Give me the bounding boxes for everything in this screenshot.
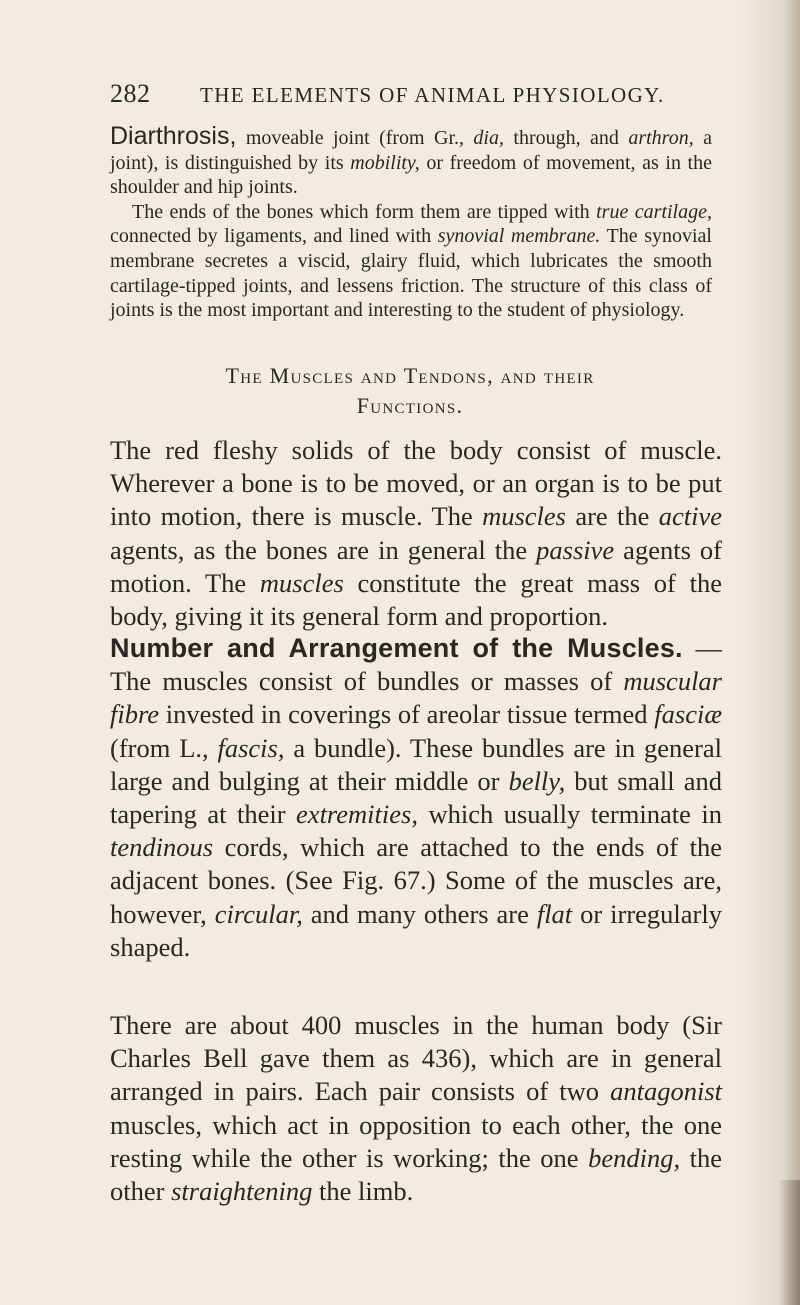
paragraph-diarthrosis: Diarthrosis, moveable joint (from Gr., dia, through, and arthron, a joint), is distinguished by its mobility, or freedom of movement, as in the shoulder and hip joints. The ends of the bones which form them are tipped with true cartilage, connected by ligaments, and lined with synovial membrane. The synovial membrane secretes a viscid, glairy fluid, which lubricates the smooth cartilage-tipped joints, and lessens friction. The structure of this class of joints is the most important and interesting to the student of physiology. (110, 122, 712, 322)
paragraph-400-muscles: There are about 400 muscles in the human body (Sir Charles Bell gave them as 436), which are in general arranged in pairs. Each pair consists of two antagonist muscles, which act in opposition to each other, the one resting while the other is working; the one bending, the other straightening the limb. (110, 1010, 723, 1207)
running-title: THE ELEMENTS OF ANIMAL PHYSIOLOGY. (200, 83, 665, 107)
section-heading-line2: Functions. (356, 393, 464, 418)
page-header (110, 79, 710, 115)
page-edge-shadow (740, 0, 800, 1305)
page-number: 282 (110, 79, 151, 108)
section-heading-line1: The Muscles and Tendons, and their (225, 363, 595, 388)
page-edge-dark (778, 1180, 800, 1305)
paragraph-number-arrangement: Number and Arrangement of the Muscles. —The muscles consist of bundles or masses of muscular fibre invested in coverings of areolar tissue termed fasciæ (from L., fascis, a bundle). These bundles are in general large and bulging at their middle or belly, but small and tapering at their extremities, which usually terminate in tendinous cords, which are attached to the ends of the adjacent bones. (See Fig. 67.) Some of the muscles are, however, circular, and many others are flat or irregularly shaped. (110, 633, 723, 962)
section-heading (110, 361, 710, 421)
sidehead-number-arrangement: Number and Arrangement of the Muscles. (110, 633, 683, 663)
term-diarthrosis: Diarthrosis, (110, 122, 237, 150)
paragraph-red-fleshy-solids: The red fleshy solids of the body consist of muscle. Wherever a bone is to be moved, or an organ is to be put into motion, there is muscle. The muscles are the active agents, as the bones are in general the passive agents of motion. The muscles constitute the great mass of the body, giving it its general form and proportion. (110, 435, 722, 632)
